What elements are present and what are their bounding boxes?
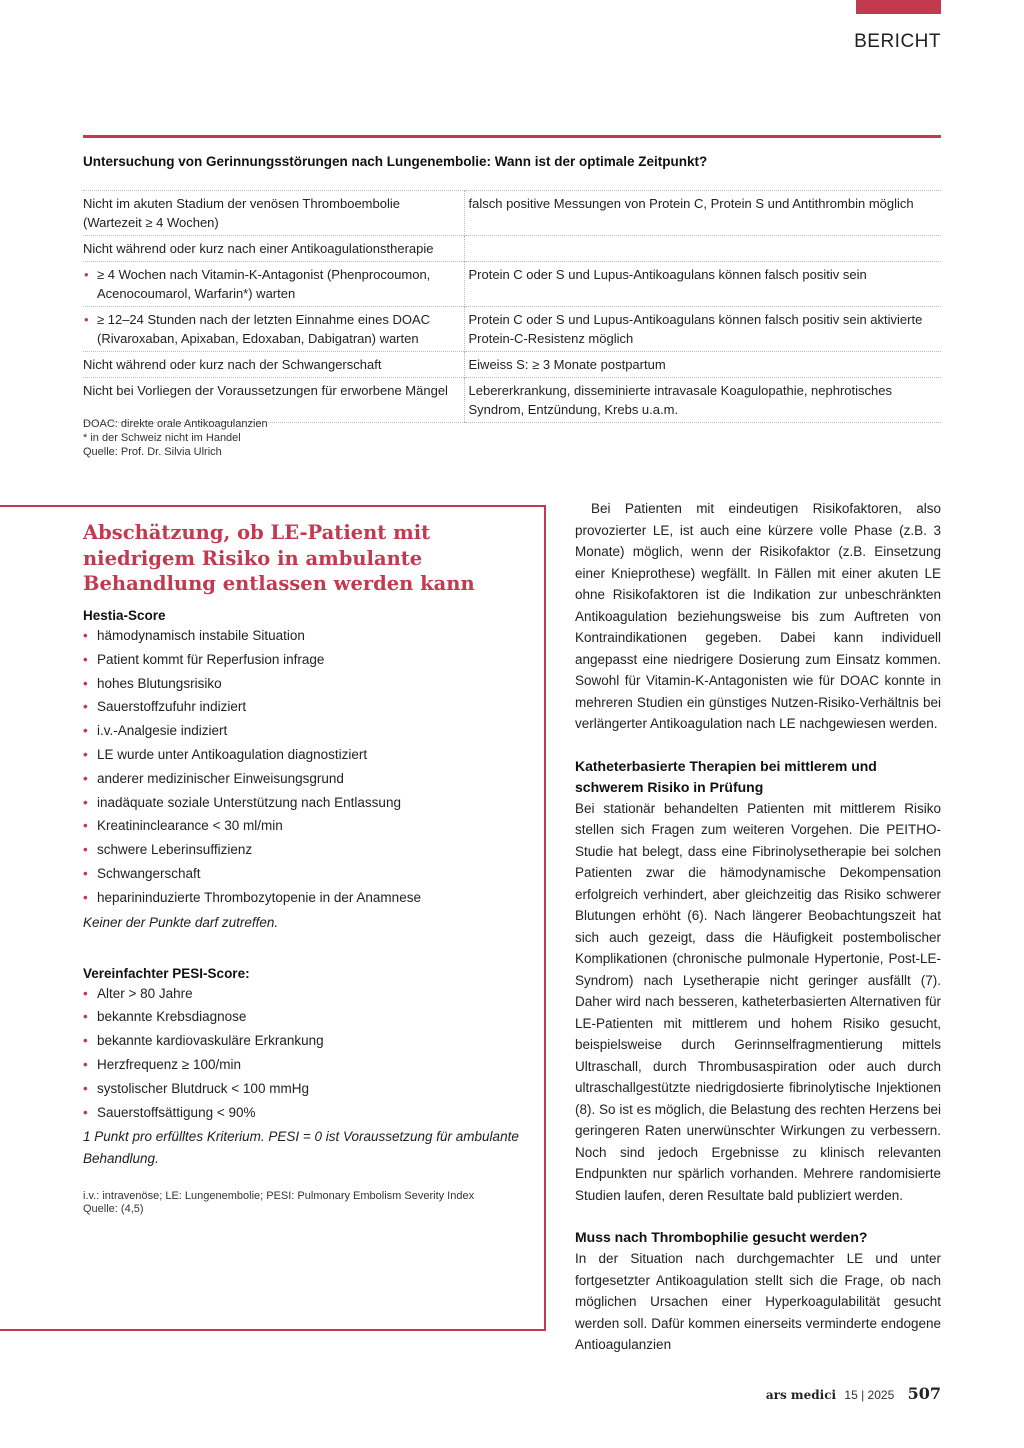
sub-item: [83, 310, 460, 348]
article-paragraph: Bei stationär behandelten Patienten mit mittlerem Risiko stellen sich Fragen zum weiteren Vorgehen. Die PEITHO-Studie hat belegt, dass eine Fibrinolysetherapie bei solchen Patienten zwar die hämodynamische Dekompensation erfolgreich verhindert, aber gleichzeitig das Risiko schwerer Blutungen erhöht (6). Nach längerer Beobachtungszeit hat sich auch gezeigt, dass die Häufigkeit postembolischer Komplikationen (chronische pulmonale Hypertonie, Post-LE-Syndrom) nach Lysetherapie nicht geringer ausfällt (7). Daher wird nach besseren, katheterbasierten Alternativen für LE-Patienten mit mittlerem und hohem Risiko gesucht, beispielsweise durch Gerinnselfragmentierung mittels Ultraschall, durch Thrombusaspiration oder auch durch ultraschallgestützte niedrigdosierte fibrinolytische Injektionen (8). So ist es möglich, die Belastung des rechten Herzens bei geringeren Raten unerwünschter Wirkungen zu verbessern. Noch sind jedoch Ergebnisse zu klinisch relevanten Endpunkten nur spärlich vorhanden. Mehrere randomisierte Studien laufen, deren Resultate bald publiziert werden.: [575, 800, 941, 1203]
pesi-note: 1 Punkt pro erfülltes Kriterium. PESI = 0 ist Voraussetzung für ambulante Behandlung.: [83, 1129, 519, 1167]
list-item: [83, 864, 533, 883]
list-item-text: Sauerstoffzufuhr indiziert: [97, 699, 247, 715]
list-item-text: Kreatininclearance < 30 ml/min: [97, 818, 283, 834]
list-item-text: Patient kommt für Reperfusion infrage: [97, 651, 325, 667]
pesi-heading: Vereinfachter PESI-Score:: [83, 965, 250, 981]
list-item: [83, 1103, 533, 1122]
bullet-icon: •: [84, 312, 89, 327]
table-cell-condition: Nicht während oder kurz nach einer Antikoagulationstherapie: [83, 236, 464, 262]
article-paragraph: In der Situation nach durchgemachter LE und unter fortgesetzter Antikoagulation stellt sich die Frage, ob nach möglichen Ursachen einer Hyperkoagulabilität gesucht werden soll. Dafür kommen einerseits verminderte endogene Antioagulanzien: [575, 1251, 941, 1352]
table-row: [83, 352, 941, 378]
table-cell-condition: Nicht bei Vorliegen der Voraussetzungen für erworbene Mängel: [83, 378, 464, 423]
section-label: BERICHT: [854, 31, 941, 52]
list-item-text: inadäquate soziale Unterstützung nach Entlassung: [97, 794, 401, 810]
list-item: [83, 674, 533, 693]
list-item: [83, 650, 533, 669]
pesi-list: [83, 984, 533, 1122]
article-paragraph: Bei Patienten mit eindeutigen Risikofaktoren, also provozierter LE, ist auch eine kürzere volle Phase (z.B. 3 Monate) möglich, wenn der Risikofaktor (z.B. Einsetzung einer Knieprothese) wegfällt. In Fällen mit einer akuten LE ohne Risikofaktoren ist die Indikation zur unbeschränkten Antikoagulation beziehungsweise bis zum Auftreten von Kontraindikationen gegeben. Dabei kann individuell angepasst eine niedrigere Dosierung zum Einsatz kommen. Sowohl für Vitamin-K-Antagonisten wie für DOAC konnte in mehreren Studien ein günstiges Nutzen-Risiko-Verhältnis bei verlängerter Antikoagulation nach LE nachgewiesen werden.: [575, 501, 941, 731]
list-item: [83, 745, 533, 764]
hestia-heading: Hestia-Score: [83, 608, 166, 623]
bullet-icon: •: [83, 628, 88, 643]
page-number: 507: [907, 1384, 941, 1403]
list-item: [83, 816, 533, 835]
list-item-text: Herzfrequenz ≥ 100/min: [97, 1056, 241, 1072]
table-note: * in der Schweiz nicht im Handel: [83, 432, 241, 444]
table-row: [83, 236, 941, 262]
list-item: [83, 793, 533, 812]
bullet-icon: •: [83, 794, 88, 810]
bullet-icon: •: [83, 770, 88, 786]
bullet-icon: •: [83, 699, 88, 715]
list-item-text: Sauerstoffsättigung < 90%: [97, 1104, 256, 1120]
list-item-text: bekannte kardiovaskuläre Erkrankung: [97, 1033, 324, 1049]
issue-number: 15 | 2025: [844, 1388, 895, 1402]
cell-text: ≥ 4 Wochen nach Vitamin-K-Antagonist (Phenprocoumon, Acenocoumarol, Warfarin*) warten: [97, 267, 431, 301]
table-cell-remark: Lebererkrankung, disseminierte intravasale Koagulopathie, nephrotisches Syndrom, Entzündung, Krebs u.a.m.: [464, 378, 941, 423]
list-item-text: systolischer Blutdruck < 100 mmHg: [97, 1080, 309, 1096]
list-item: [83, 984, 533, 1003]
bullet-icon: •: [83, 818, 88, 834]
bullet-icon: •: [83, 865, 88, 881]
list-item-text: hohes Blutungsrisiko: [97, 675, 222, 691]
sub-item: [83, 265, 460, 303]
table-note: DOAC: direkte orale Antikoagulanzien: [83, 418, 268, 430]
bullet-icon: •: [83, 985, 88, 1001]
cell-text: ≥ 12–24 Stunden nach der letzten Einnahme eines DOAC (Rivaroxaban, Apixaban, Edoxaban, Dabigatran) warten: [97, 312, 431, 346]
bullet-icon: •: [83, 1033, 88, 1049]
list-item: [83, 1079, 533, 1098]
accent-bar: [856, 0, 941, 14]
table-cell-condition: [83, 307, 464, 352]
table-cell-remark: [464, 236, 941, 262]
list-item-text: Schwangerschaft: [97, 865, 201, 881]
list-item: [83, 1007, 533, 1026]
info-box-title: Abschätzung, ob LE-Patient mit niedrigem Risiko in ambulante Behandlung entlassen werden kann: [83, 521, 475, 595]
table-row: [83, 191, 941, 236]
article-subheading: Katheterbasierte Therapien bei mittlerem und schwerem Risiko in Prüfung: [575, 757, 877, 795]
bullet-icon: •: [83, 746, 88, 762]
list-item-text: hämodynamisch instabile Situation: [97, 628, 305, 643]
table-title: Untersuchung von Gerinnungsstörungen nach Lungenembolie: Wann ist der optimale Zeitpunkt?: [83, 154, 708, 169]
list-item-text: Alter > 80 Jahre: [97, 985, 193, 1001]
list-item: [83, 721, 533, 740]
list-item: [83, 1055, 533, 1074]
bullet-icon: •: [83, 1080, 88, 1096]
list-item: [83, 840, 533, 859]
page-footer: [766, 1384, 941, 1403]
bullet-icon: •: [83, 723, 88, 739]
bullet-icon: •: [83, 651, 88, 667]
table-cell-condition: Nicht im akuten Stadium der venösen Thromboembolie (Wartezeit ≥ 4 Wochen): [83, 191, 464, 236]
hestia-list: [83, 626, 533, 907]
list-item: [83, 1031, 533, 1050]
bullet-icon: •: [83, 1056, 88, 1072]
hestia-note: Keiner der Punkte darf zutreffen.: [83, 914, 279, 930]
table-cell-remark: Protein C oder S und Lupus-Antikoagulans können falsch positiv sein aktivierte Protein-C-Resistenz möglich: [464, 307, 941, 352]
table-cell-remark: Eiweiss S: ≥ 3 Monate postpartum: [464, 352, 941, 378]
list-item: [83, 697, 533, 716]
article-column: [575, 498, 941, 1356]
table-top-rule: [83, 135, 941, 138]
list-item-text: i.v.-Analgesie indiziert: [97, 723, 228, 739]
table-cell-remark: falsch positive Messungen von Protein C, Protein S und Antithrombin möglich: [464, 191, 941, 236]
list-item: [83, 888, 533, 907]
list-item-text: bekannte Krebsdiagnose: [97, 1009, 247, 1025]
list-item: [83, 769, 533, 788]
list-item-text: LE wurde unter Antikoagulation diagnostiziert: [97, 746, 368, 762]
bullet-icon: •: [83, 889, 88, 905]
table-cell-remark: Protein C oder S und Lupus-Antikoagulans können falsch positiv sein: [464, 262, 941, 307]
bullet-icon: •: [83, 675, 88, 691]
table-notes: [83, 417, 268, 459]
table-cell-condition: [83, 262, 464, 307]
article-subheading: Muss nach Thrombophilie gesucht werden?: [575, 1229, 868, 1245]
box-footnote: i.v.: intravenöse; LE: Lungenembolie; PESI: Pulmonary Embolism Severity Index: [83, 1190, 475, 1203]
bullet-icon: •: [83, 1104, 88, 1120]
bullet-icon: •: [83, 1009, 88, 1025]
list-item-text: anderer medizinischer Einweisungsgrund: [97, 770, 344, 786]
table-row: [83, 262, 941, 307]
table-note: Quelle: Prof. Dr. Silvia Ulrich: [83, 446, 222, 458]
info-box-content: [83, 608, 533, 1216]
table-row: [83, 307, 941, 352]
table-row: [83, 378, 941, 423]
list-item-text: heparininduzierte Thrombozytopenie in der Anamnese: [97, 889, 421, 905]
table-cell-condition: Nicht während oder kurz nach der Schwangerschaft: [83, 352, 464, 378]
bullet-icon: •: [84, 267, 89, 282]
bullet-icon: •: [83, 842, 88, 858]
box-footnote: Quelle: (4,5): [83, 1203, 144, 1216]
coagulation-timing-table: [83, 190, 941, 423]
box-footnotes: [83, 1190, 533, 1216]
magazine-name: ars medici: [765, 1388, 837, 1402]
list-item-text: schwere Leberinsuffizienz: [97, 842, 253, 858]
list-item: [83, 626, 533, 645]
